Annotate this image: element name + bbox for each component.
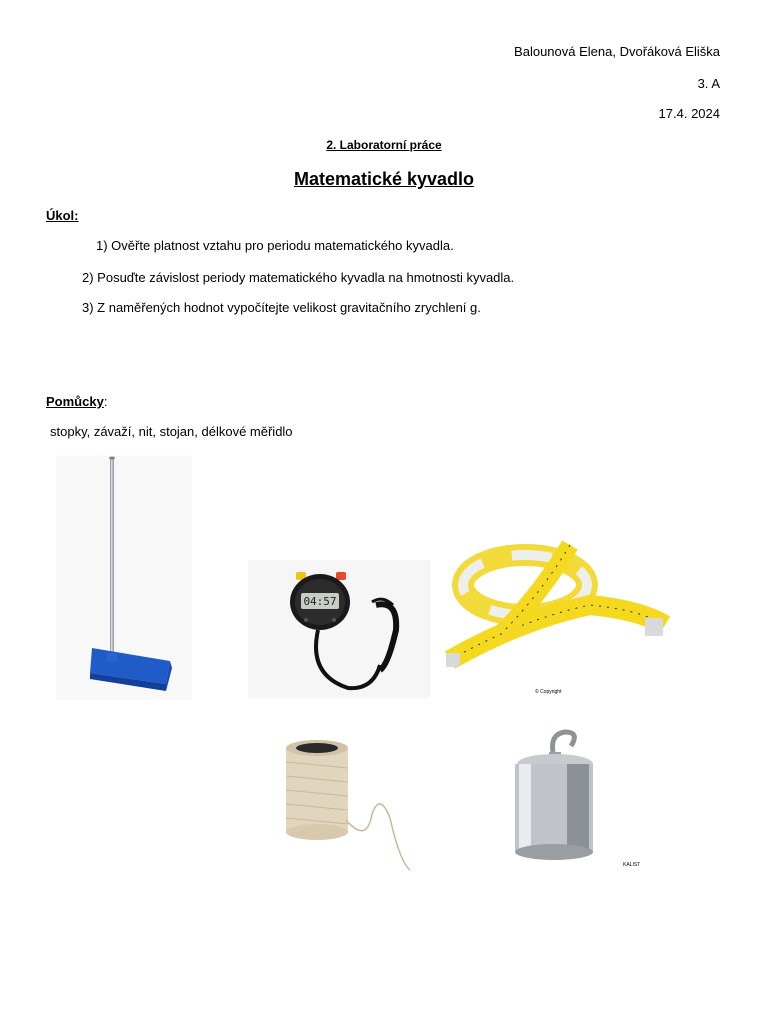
date: 17.4. 2024 [658, 106, 720, 121]
stopwatch-display-text: 04:57 [303, 595, 337, 608]
lab-label: 2. Laboratorní práce [326, 138, 442, 152]
task-item-3: 3) Z naměřených hodnot vypočítejte velikost gravitačního zrychlení g. [82, 300, 481, 315]
weight-credit: KALIST [623, 862, 641, 868]
tools-list: stopky, závaží, nit, stojan, délkové měřidlo [50, 424, 293, 439]
lab-stand-image [56, 455, 192, 700]
task-heading: Úkol: [46, 208, 79, 223]
tape-credit: © Copyright [535, 689, 562, 695]
task-item-1: 1) Ověřte platnost vztahu pro periodu matematického kyvadla. [96, 238, 454, 253]
class-label: 3. A [697, 76, 720, 91]
task-item-2: 2) Posuďte závislost periody matematického kyvadla na hmotnosti kyvadla. [82, 270, 515, 285]
stopwatch-image [248, 560, 430, 698]
page-title: Matematické kyvadlo [293, 169, 475, 189]
authors: Balounová Elena, Dvořáková Eliška [514, 44, 720, 59]
tools-heading-label: Pomůcky [46, 394, 104, 409]
tools-heading-colon: : [103, 394, 108, 409]
measuring-tape-image [440, 525, 670, 700]
tools-heading [46, 394, 107, 409]
hook-weight-image [505, 728, 660, 868]
thread-spool-image [272, 732, 422, 874]
